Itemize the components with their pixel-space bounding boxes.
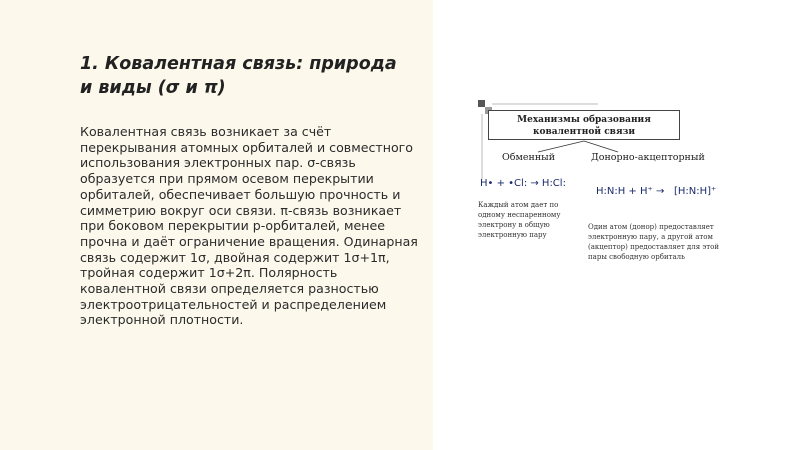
diagram-title-box: Механизмы образования ковалентной связи — [488, 110, 680, 140]
bond-mechanism-diagram — [478, 100, 740, 300]
slide-title: 1. Ковалентная связь: природа и виды (σ и π) — [80, 54, 397, 98]
exchange-formula: H• + •Cl: → H:Cl: — [480, 178, 566, 189]
exchange-description: Каждый атом дает по одному неспаренному электрону в общую электронную пару — [478, 201, 561, 239]
slide-body-text: Ковалентная связь возникает за счёт перекрывания атомных орбиталей и совместного использования электронных пар. σ-связь образуется при прямом осевом перекрытии орбиталей, обеспечивает большую прочность и симметрию вокруг оси связи. π-связь возникает при боковом перекрытии p-орбиталей, менее прочна и даёт ограничение вращения. Одинарная связь содержит 1σ, двойная содержит 1σ+1π, тройная содержит 1σ+2π. Полярность ковалентной связи определяется разностью электроотрицательностей и распределением электронной плотности. — [80, 124, 418, 328]
corner-marker — [478, 100, 485, 107]
donor-acceptor-label: Донорно-акцепторный — [591, 152, 705, 163]
donor-formula-product: [H:N:H]⁺ — [674, 186, 717, 197]
exchange-label: Обменный — [502, 152, 556, 163]
donor-acceptor-description: Один атом (донор) предоставляет электронную пару, а другой атом (акцептор) предоставляет для этой пары свободную орбиталь — [588, 223, 720, 261]
donor-formula-reactants: H:N:H + H⁺ → — [596, 186, 665, 197]
